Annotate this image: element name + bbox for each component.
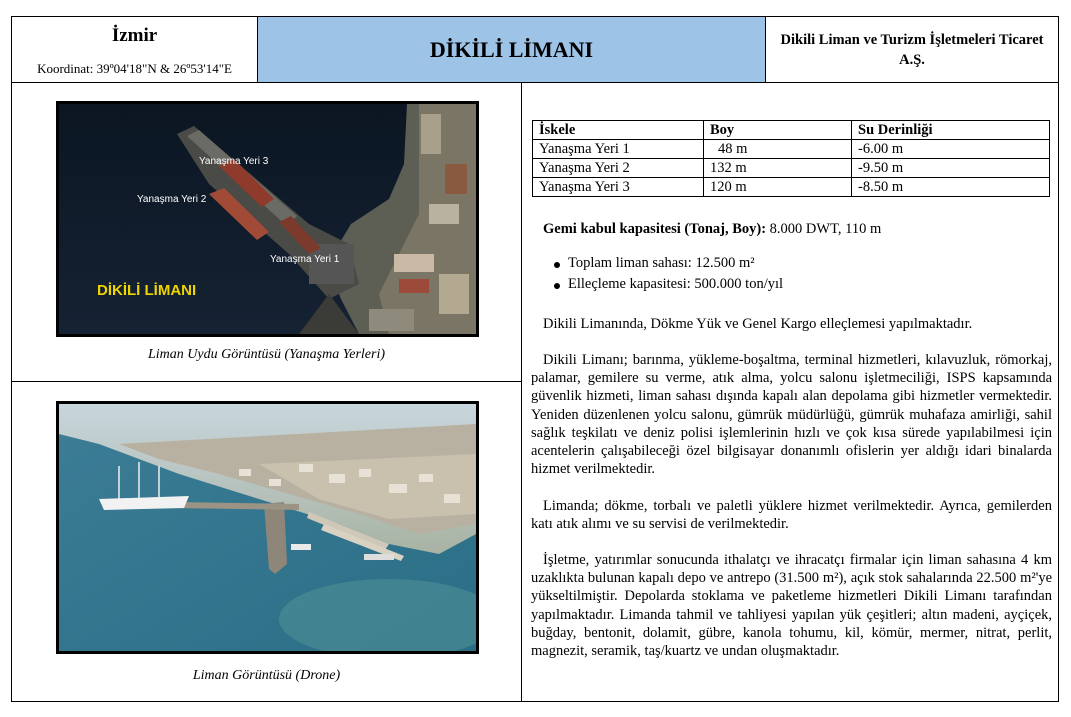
table-cell: Yanaşma Yeri 2 [533,159,704,178]
bullet-text: Toplam liman sahası: 12.500 m² [568,255,755,271]
berth-label-3: Yanaşma Yeri 3 [199,156,269,167]
paragraph: Dikili Limanı; barınma, yükleme-boşaltma, terminal hizmetleri, kılavuzluk, römorkaj, palamar, gemilere su verme, atık alma, yolcu salonu işletmeciliği, ISPS kapsamında güvenlik hizmeti, liman sahası dışında kapalı alan depolama gibi hizmetler vermektedir. Yeniden düzenlenen yolcu salonu, gümrük müdürlüğü, gümrük muhafaza amirliği, sahil sağlık teşkilatı ve deniz polisi işlemlerinin hızlı ve çok kısa sürede yapılabilmesi için acentelerin çalışabileceği özel bilgisayar donanımlı ofislerin yer aldığı idari binalarda hizmet verilmektedir. [531,352,1052,478]
satellite-overlay-title: DİKİLİ LİMANI [97,282,197,299]
document-frame [11,16,1059,702]
column-header: Boy [704,121,852,140]
satellite-image [56,101,479,337]
paragraph: Limanda; dökme, torbalı ve paletli yüklere hizmet verilmektedir. Ayrıca, gemilerden katı atık alımı ve su servisi de verilmektedir. [531,498,1052,533]
berths-table [532,120,1050,197]
table-row [533,178,1050,197]
page-title: DİKİLİ LİMANI [258,17,766,83]
table-cell: Yanaşma Yeri 1 [533,140,704,159]
capacity-line [543,220,1064,238]
bullet-icon [554,283,560,289]
satellite-caption: Liman Uydu Görüntüsü (Yanaşma Yerleri) [148,347,385,362]
table-cell: -6.00 m [852,140,1050,159]
table-cell: -9.50 m [852,159,1050,178]
city-name: İzmir [111,25,158,46]
column-header: İskele [533,121,704,140]
table-row [533,159,1050,178]
table-cell: 48 m [704,140,852,159]
table-cell: 132 m [704,159,852,178]
table-cell: Yanaşma Yeri 3 [533,178,704,197]
table-row [533,140,1050,159]
paragraph: Dikili Limanında, Dökme Yük ve Genel Kargo elleçlemesi yapılmaktadır. [543,316,973,332]
satellite-photo-illustration [59,104,476,334]
coordinates: Koordinat: 39º04'18"N & 26º53'14"E [37,61,232,76]
table-cell: 120 m [704,178,852,197]
bullet-icon [554,262,560,268]
column-header: Su Derinliği [852,121,1050,140]
operator-name: Dikili Liman ve Turizm İşletmeleri Ticaret A.Ş. [766,17,1058,83]
drone-image [56,401,479,654]
satellite-image-cell [12,83,521,382]
capacity-value: 8.000 DWT, 110 m [766,221,882,237]
images-column [12,83,522,701]
berth-label-2: Yanaşma Yeri 2 [137,194,207,205]
details-column [522,83,1058,701]
table-cell: -8.50 m [852,178,1050,197]
bullet-text: Elleçleme kapasitesi: 500.000 ton/yıl [568,276,784,292]
drone-caption: Liman Görüntüsü (Drone) [192,668,341,683]
table-header-row [533,121,1050,140]
drone-photo-illustration [59,404,476,651]
berth-label-1: Yanaşma Yeri 1 [270,254,340,265]
paragraph: İşletme, yatırımlar sonucunda ithalatçı ve ihracatçı firmalar için liman sahasına 4 km uzaklıkta bulunan kapalı depo ve antrepo (31.500 m²), açık stok sahalarında 22.500 m²'ye yükseltilmiştir. Depolarda stoklama ve paketleme hizmetleri Dikili Limanı tarafından yapılmaktadır. Limanda tahmil ve tahliyesi yapılan yük çeşitleri; altın madeni, ayçiçek, buğday, bentonit, dolamit, gübre, kanola tohumu, kil, kömür, mermer, nitrat, perlit, magnezit, seramik, taş/kuartz ve undan oluşmaktadır. [531,552,1052,660]
header-location-cell [12,17,258,83]
capacity-label: Gemi kabul kapasitesi (Tonaj, Boy): [543,221,767,237]
drone-image-cell [12,382,521,701]
